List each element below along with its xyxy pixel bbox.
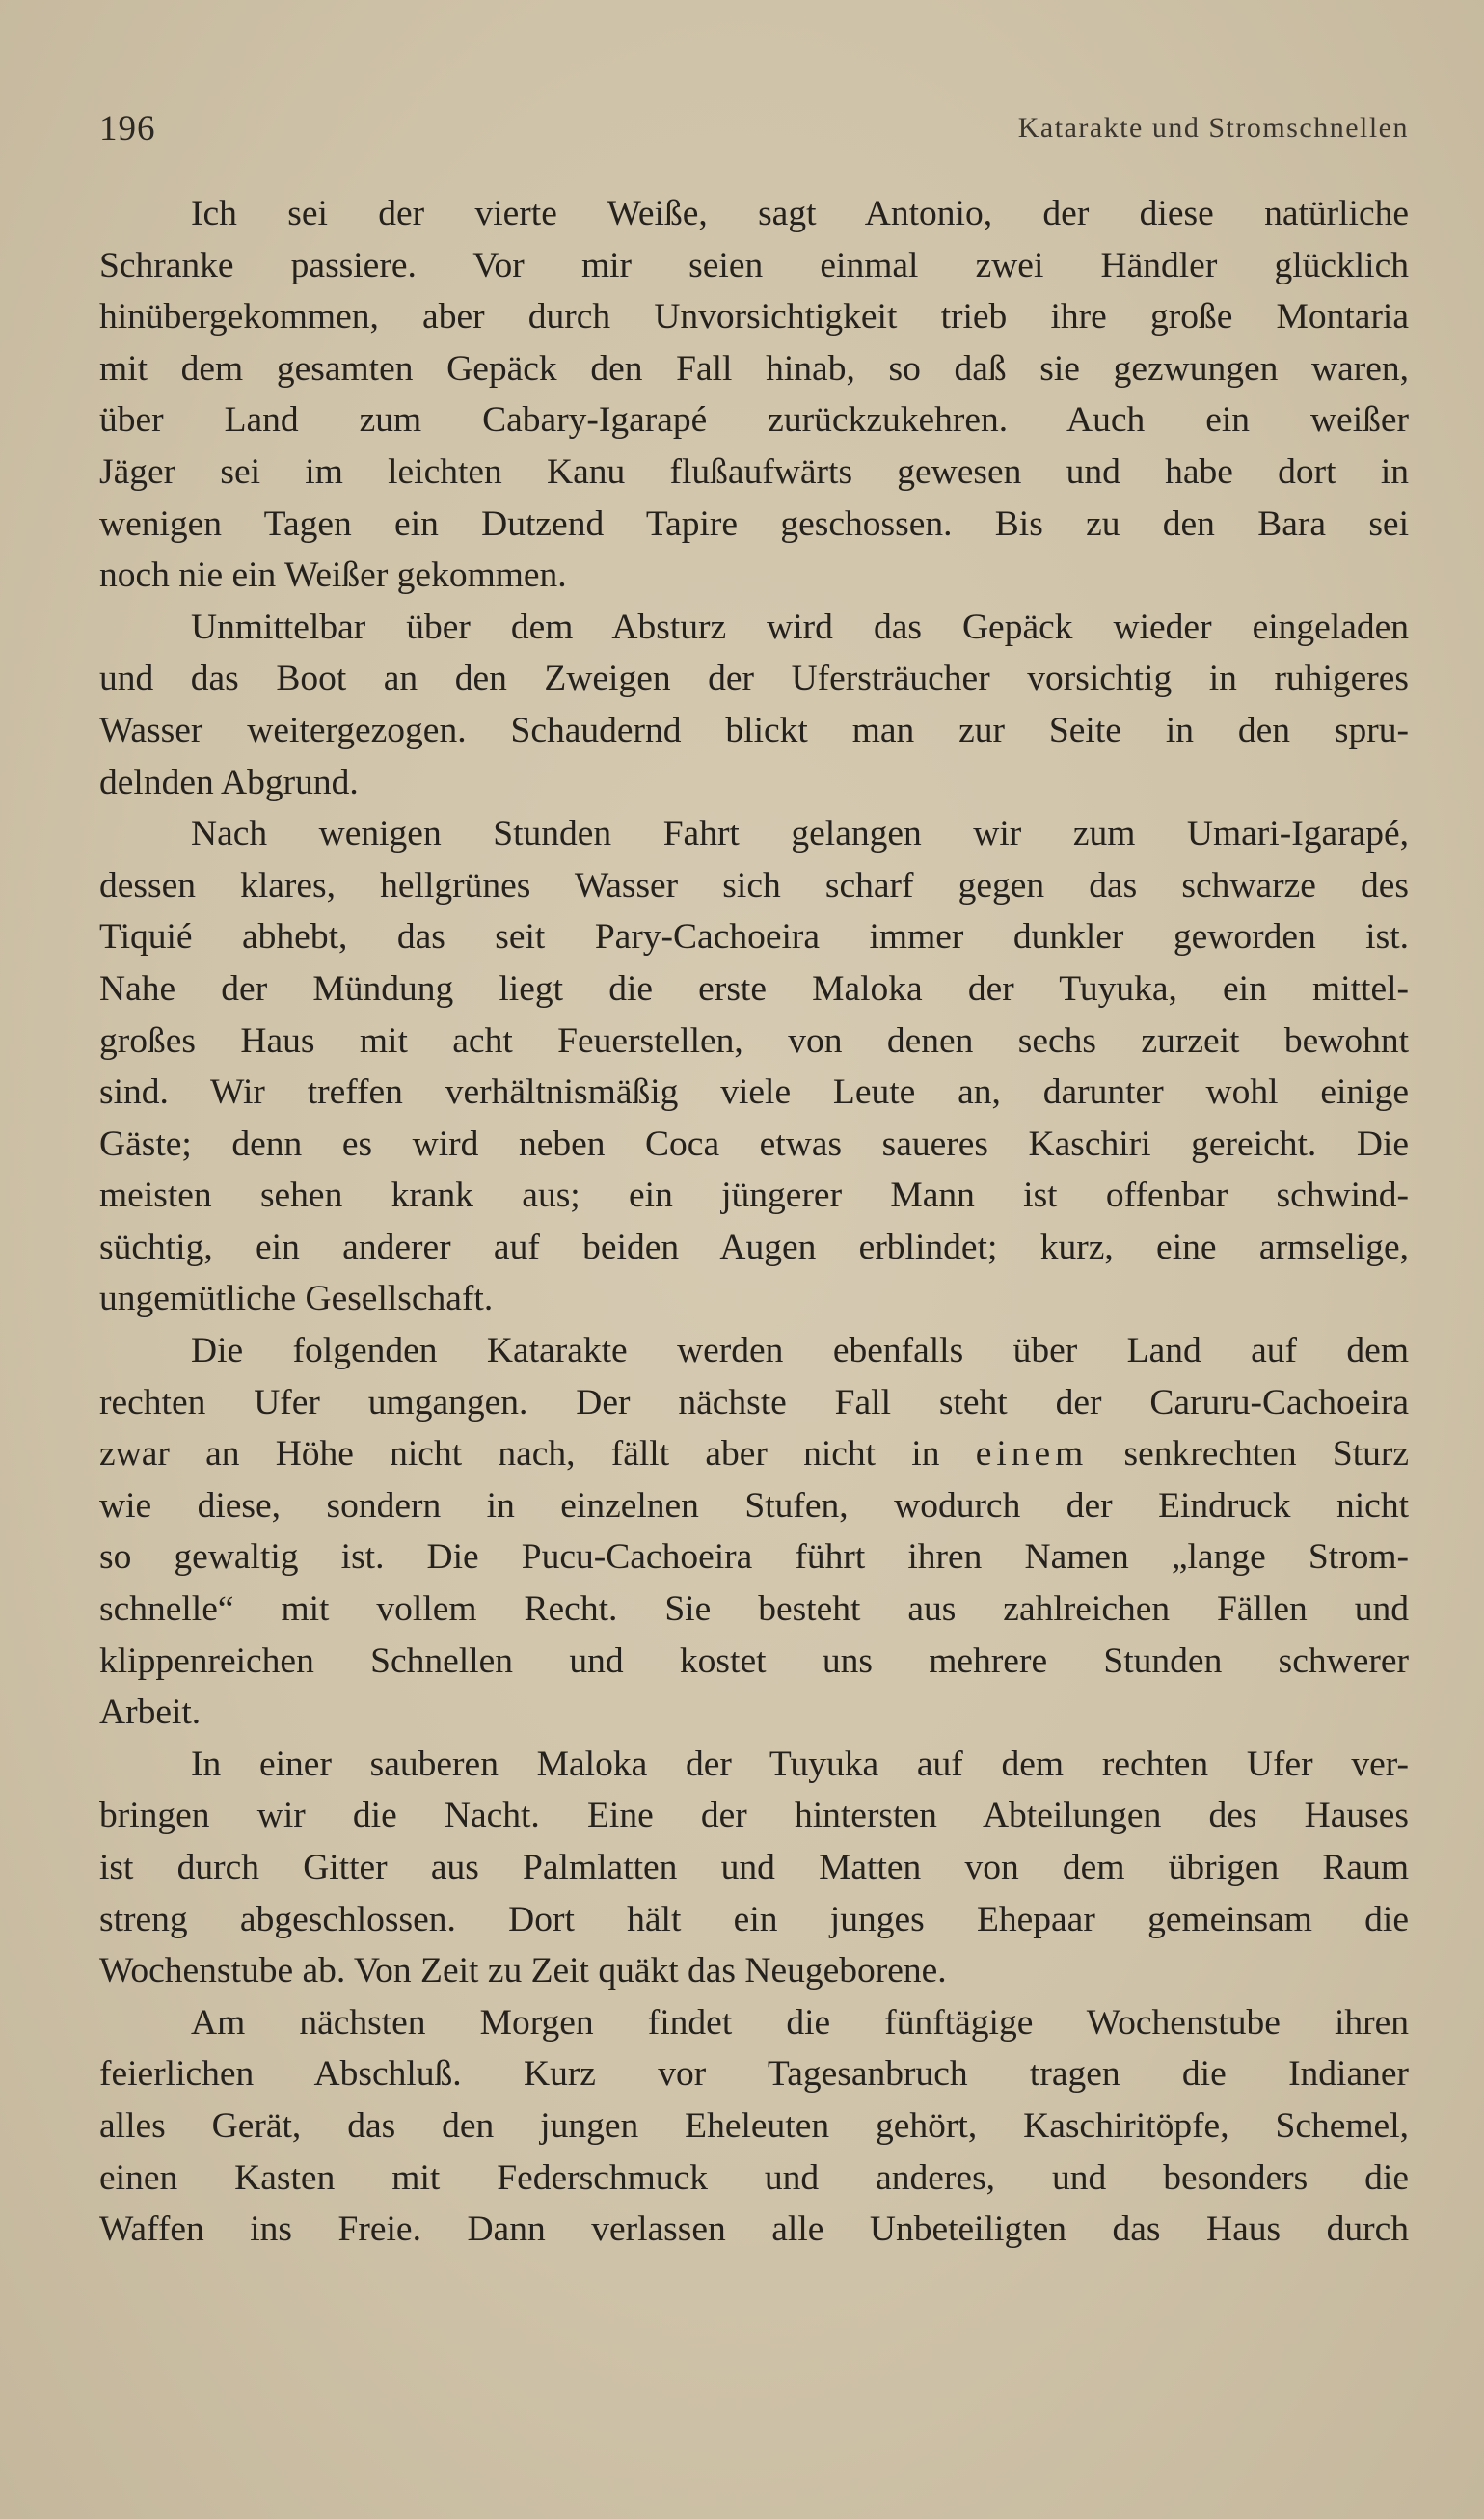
text-line: Nach wenigen Stunden Fahrt gelangen wir zum Umari-Igarapé, xyxy=(191,814,1409,854)
text-line: Waffen ins Freie. Dann verlassen alle Unbeteiligten das Haus durch xyxy=(99,2209,1409,2250)
text-line: Unmittelbar über dem Absturz wird das Gepäck wieder eingeladen xyxy=(191,607,1409,647)
text-line: feierlichen Abschluß. Kurz vor Tagesanbruch tragen die Indianer xyxy=(99,2054,1409,2095)
page-header xyxy=(99,108,1409,166)
text-line: hinübergekommen, aber durch Unvorsichtigkeit trieb ihre große Montaria xyxy=(99,297,1409,338)
text-line: Am nächsten Morgen findet die fünftägige Wochenstube ihren xyxy=(191,2002,1409,2043)
text-line-with-emphasis xyxy=(99,1428,1409,1480)
text-line: Jäger sei im leichten Kanu flußaufwärts gewesen und habe dort in xyxy=(99,451,1409,492)
text-line: Wasser weitergezogen. Schaudernd blickt man zur Seite in den spru- xyxy=(99,710,1409,750)
text-line: einen Kasten mit Federschmuck und anderes, und besonders die xyxy=(99,2157,1409,2198)
text-line: wie diese, sondern in einzelnen Stufen, wodurch der Eindruck nicht xyxy=(99,1485,1409,1526)
text-line: klippenreichen Schnellen und kostet uns mehrere Stunden schwerer xyxy=(99,1640,1409,1681)
text-line: großes Haus mit acht Feuerstellen, von denen sechs zurzeit bewohnt xyxy=(99,1020,1409,1061)
text-line: Wochenstube ab. Von Zeit zu Zeit quäkt das Neugeborene. xyxy=(99,1951,947,1991)
emphasized-word: einem xyxy=(975,1434,1089,1475)
text-line: Tiquié abhebt, das seit Pary-Cachoeira immer dunkler geworden ist. xyxy=(99,917,1409,958)
text-line: meisten sehen krank aus; ein jüngerer Mann ist offenbar schwind- xyxy=(99,1176,1409,1216)
text-line: wenigen Tagen ein Dutzend Tapire geschossen. Bis zu den Bara sei xyxy=(99,503,1409,544)
text-line: In einer sauberen Maloka der Tuyuka auf dem rechten Ufer ver- xyxy=(191,1744,1409,1784)
paragraph-1 xyxy=(99,188,1409,602)
text-line: streng abgeschlossen. Dort hält ein junges Ehepaar gemeinsam die xyxy=(99,1899,1409,1939)
text-line-segment: senkrechten Sturz xyxy=(1088,1434,1410,1475)
paragraph-6 xyxy=(99,1997,1409,2256)
text-line: Gäste; denn es wird neben Coca etwas saueres Kaschiri gereicht. Die xyxy=(99,1124,1409,1164)
text-line: Nahe der Mündung liegt die erste Maloka der Tuyuka, ein mittel- xyxy=(99,968,1409,1009)
text-line: alles Gerät, das den jungen Eheleuten gehört, Kaschiritöpfe, Schemel, xyxy=(99,2105,1409,2146)
text-line: mit dem gesamten Gepäck den Fall hinab, so daß sie gezwungen waren, xyxy=(99,348,1409,389)
text-line: und das Boot an den Zweigen der Ufersträucher vorsichtig in ruhigeres xyxy=(99,659,1409,699)
text-line: delnden Abgrund. xyxy=(99,762,359,802)
text-line: Ich sei der vierte Weiße, sagt Antonio, der diese natürliche xyxy=(191,194,1409,233)
text-line: Arbeit. xyxy=(99,1693,202,1733)
text-line: dessen klares, hellgrünes Wasser sich scharf gegen das schwarze des xyxy=(99,865,1409,906)
text-line: süchtig, ein anderer auf beiden Augen erblindet; kurz, eine armselige, xyxy=(99,1227,1409,1267)
paragraph-4 xyxy=(99,1325,1409,1739)
paragraph-5 xyxy=(99,1739,1409,1997)
page-number: 196 xyxy=(99,109,156,149)
running-head: Katarakte und Stromschnellen xyxy=(1017,112,1409,144)
text-line: sind. Wir treffen verhältnismäßig viele Leute an, darunter wohl einige xyxy=(99,1072,1409,1113)
text-line: Die folgenden Katarakte werden ebenfalls über Land auf dem xyxy=(191,1331,1409,1371)
text-line: rechten Ufer umgangen. Der nächste Fall steht der Caruru-Cachoeira xyxy=(99,1382,1409,1422)
text-line: noch nie ein Weißer gekommen. xyxy=(99,555,567,596)
text-line: schnelle“ mit vollem Recht. Sie besteht aus zahlreichen Fällen und xyxy=(99,1589,1409,1630)
paragraph-2 xyxy=(99,602,1409,808)
text-line: ist durch Gitter aus Palmlatten und Matten von dem übrigen Raum xyxy=(99,1848,1409,1887)
paragraph-3 xyxy=(99,808,1409,1325)
text-line: Schranke passiere. Vor mir seien einmal zwei Händler glücklich xyxy=(99,245,1409,285)
text-line: über Land zum Cabary-Igarapé zurückzukehren. Auch ein weißer xyxy=(99,400,1409,441)
text-line: ungemütliche Gesellschaft. xyxy=(99,1279,494,1319)
text-line: so gewaltig ist. Die Pucu-Cachoeira führt ihren Namen „lange Strom- xyxy=(99,1537,1409,1578)
text-line-segment: zwar an Höhe nicht nach, fällt aber nicht in xyxy=(99,1434,940,1475)
body-text xyxy=(99,188,1409,2256)
text-line: bringen wir die Nacht. Eine der hintersten Abteilungen des Hauses xyxy=(99,1796,1409,1836)
